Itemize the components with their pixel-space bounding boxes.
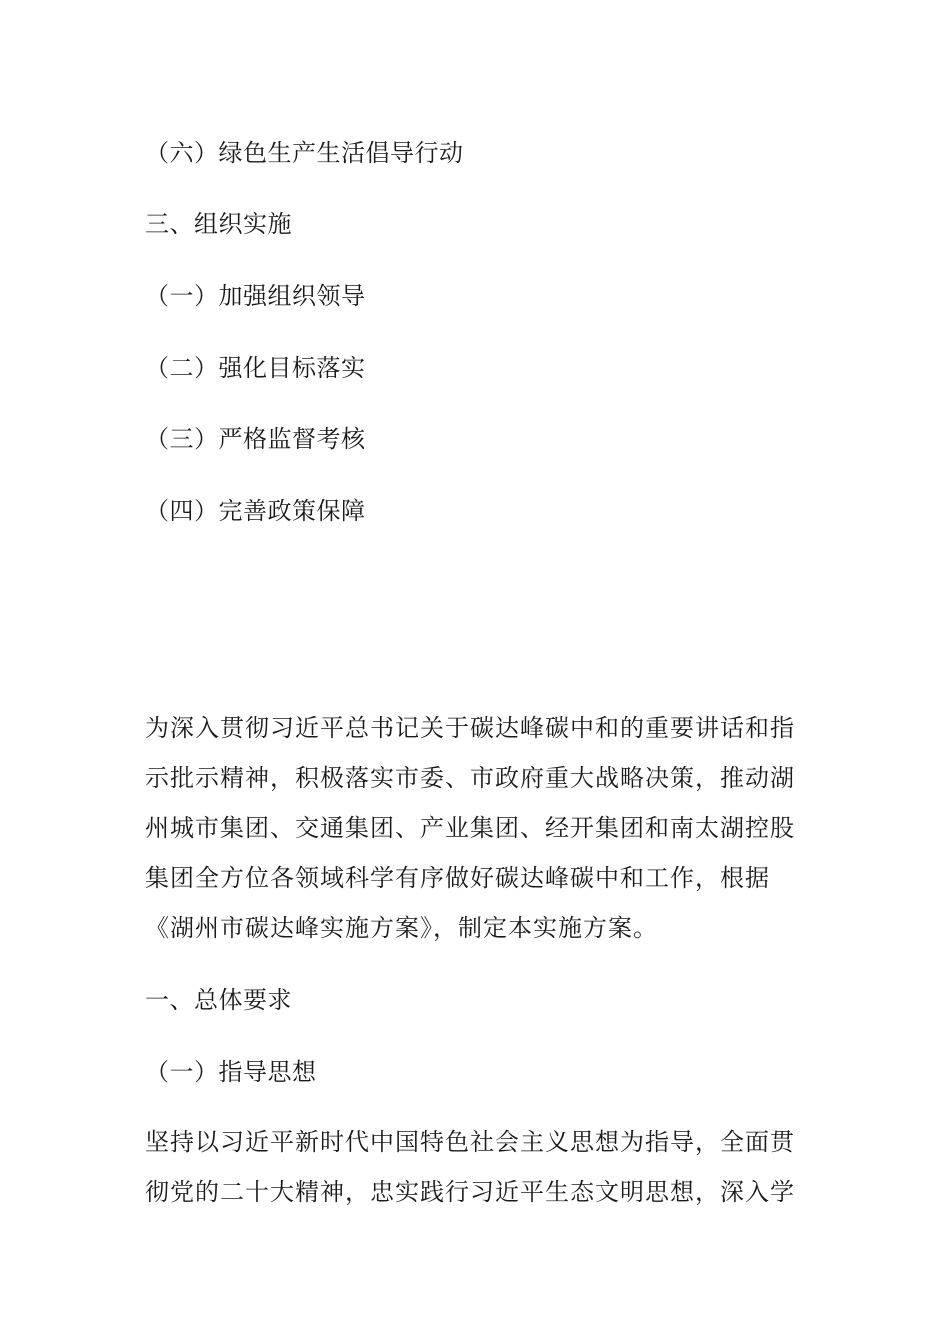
intro-line: 集团全方位各领域科学有序做好碳达峰碳中和工作，根据	[145, 864, 770, 892]
intro-paragraph	[145, 703, 810, 953]
body-line: 彻党的二十大精神，忠实践行习近平生态文明思想，深入学	[145, 1178, 795, 1206]
outline-item-policy: （四）完善政策保障	[145, 497, 366, 525]
subsection-heading-guiding-thought: （一）指导思想	[145, 1058, 317, 1086]
section-heading-organization: 三、组织实施	[145, 210, 292, 238]
body-paragraph	[145, 1117, 810, 1217]
intro-line: 为深入贯彻习近平总书记关于碳达峰碳中和的重要讲话和指	[145, 714, 795, 742]
outline-item-targets: （二）强化目标落实	[145, 354, 366, 382]
outline-item-green-action: （六）绿色生产生活倡导行动	[145, 139, 464, 167]
body-line: 坚持以习近平新时代中国特色社会主义思想为指导，全面贯	[145, 1128, 795, 1156]
intro-line: 示批示精神，积极落实市委、市政府重大战略决策，推动湖	[145, 764, 795, 792]
intro-line: 州城市集团、交通集团、产业集团、经开集团和南太湖控股	[145, 814, 795, 842]
outline-item-leadership: （一）加强组织领导	[145, 282, 366, 310]
outline-item-supervision: （三）严格监督考核	[145, 425, 366, 453]
section-heading-requirements: 一、总体要求	[145, 986, 292, 1014]
intro-line: 《湖州市碳达峰实施方案》，制定本实施方案。	[145, 914, 658, 942]
